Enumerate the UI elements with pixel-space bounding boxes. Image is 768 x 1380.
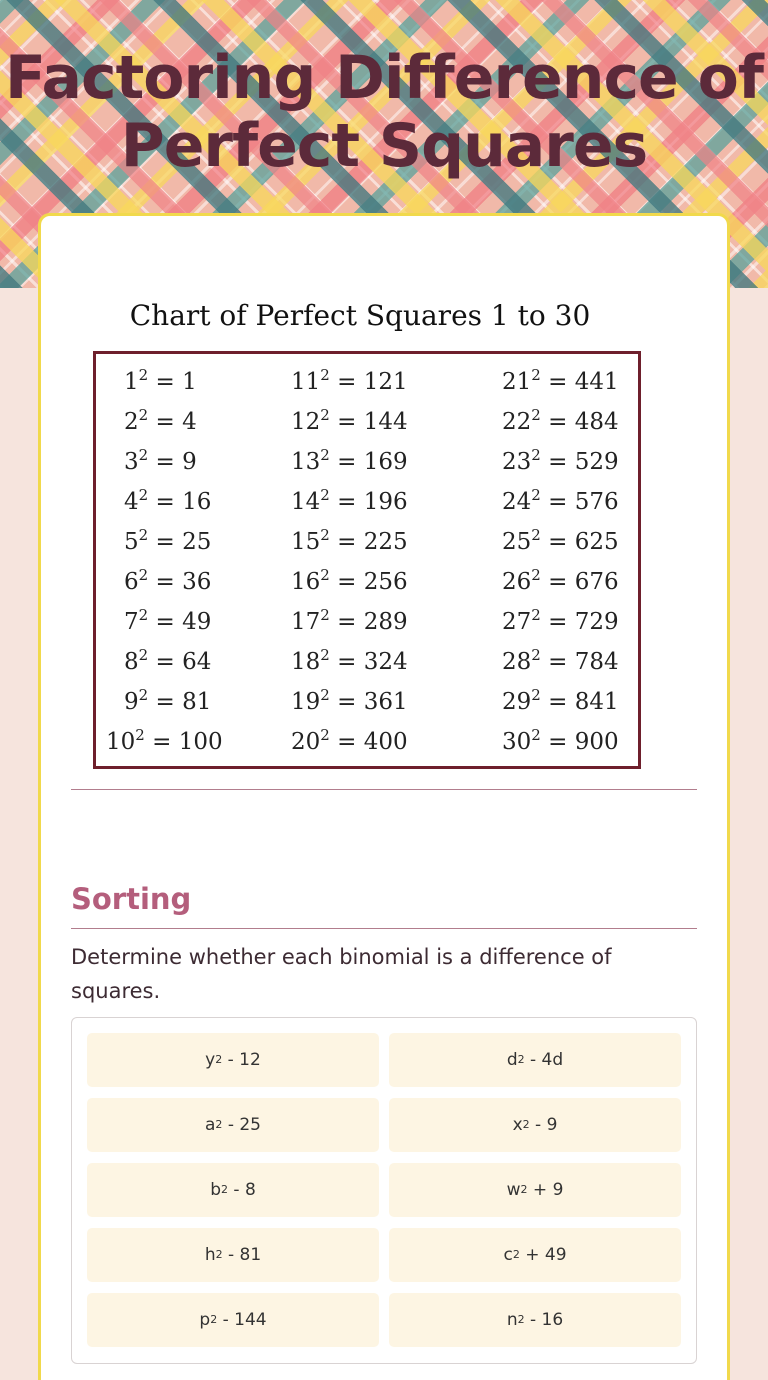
tile-remainder: - 144	[217, 1310, 267, 1330]
square-entry: $12^2 = 144$	[291, 406, 408, 435]
square-value: 729	[574, 609, 619, 635]
square-base: 2	[124, 409, 139, 435]
exponent: 2	[138, 486, 149, 504]
square-entry: $6^2 = 36$	[124, 566, 212, 595]
exponent: 2	[320, 526, 330, 544]
exponent: 2	[135, 726, 145, 744]
tile-remainder: - 9	[529, 1115, 558, 1135]
square-base: 6	[124, 569, 139, 595]
square-value: 900	[574, 729, 619, 755]
square-base: 29	[502, 689, 532, 715]
square-entry: $5^2 = 25$	[124, 526, 212, 555]
sort-tile[interactable]: h 2 - 81	[87, 1228, 379, 1282]
exponent: 2	[531, 486, 541, 504]
square-entry: $27^2 = 729$	[502, 606, 619, 635]
square-entry: $29^2 = 841$	[502, 686, 619, 715]
tile-variable: b	[210, 1180, 222, 1200]
square-entry: $22^2 = 484$	[502, 406, 619, 435]
square-entry: $3^2 = 9$	[124, 446, 197, 475]
square-value: 324	[363, 649, 408, 675]
sort-tile[interactable]: d 2 - 4d	[389, 1033, 681, 1087]
square-entry: $14^2 = 196$	[291, 486, 408, 515]
sort-tile[interactable]: a 2 - 25	[87, 1098, 379, 1152]
square-base: 13	[291, 449, 321, 475]
tile-remainder: - 16	[524, 1310, 564, 1330]
square-base: 28	[502, 649, 532, 675]
square-base: 5	[124, 529, 139, 555]
square-value: 64	[182, 649, 212, 675]
square-value: 625	[574, 529, 619, 555]
divider	[71, 789, 697, 790]
square-base: 3	[124, 449, 139, 475]
exponent: 2	[531, 566, 541, 584]
tile-variable: a	[205, 1115, 216, 1135]
square-base: 19	[291, 689, 321, 715]
square-base: 23	[502, 449, 532, 475]
tile-remainder: - 25	[222, 1115, 261, 1135]
exponent: 2	[138, 526, 149, 544]
chart-column-2	[291, 362, 451, 762]
exponent: 2	[531, 446, 541, 464]
exponent: 2	[320, 606, 330, 624]
square-entry: $8^2 = 64$	[124, 646, 212, 675]
exponent: 2	[531, 606, 541, 624]
square-value: 529	[574, 449, 619, 475]
square-entry: $4^2 = 16$	[124, 486, 212, 515]
tile-remainder: + 49	[519, 1245, 567, 1265]
square-value: 81	[182, 689, 212, 715]
square-entry: $17^2 = 289$	[291, 606, 408, 635]
square-base: 1	[124, 369, 139, 395]
square-value: 169	[363, 449, 408, 475]
square-value: 400	[363, 729, 408, 755]
exponent: 2	[320, 686, 330, 704]
square-base: 14	[291, 489, 321, 515]
exponent: 2	[531, 526, 541, 544]
exponent: 2	[138, 366, 149, 384]
exponent: 2	[320, 646, 330, 664]
sort-tile[interactable]: p 2 - 144	[87, 1293, 379, 1347]
square-entry: $19^2 = 361$	[291, 686, 408, 715]
exponent: 2	[531, 686, 541, 704]
exponent: 2	[320, 406, 330, 424]
square-value: 1	[182, 369, 197, 395]
exponent: 2	[320, 446, 330, 464]
square-value: 784	[574, 649, 619, 675]
exponent: 2	[138, 606, 149, 624]
exponent: 2	[320, 366, 330, 384]
square-value: 289	[363, 609, 408, 635]
section-underline	[71, 928, 697, 929]
exponent: 2	[320, 726, 330, 744]
exponent: 2	[531, 406, 541, 424]
square-value: 9	[182, 449, 197, 475]
square-entry: $16^2 = 256$	[291, 566, 408, 595]
square-base: 8	[124, 649, 139, 675]
square-value: 49	[182, 609, 212, 635]
exponent: 2	[531, 366, 541, 384]
square-base: 21	[502, 369, 532, 395]
section-title-sorting: Sorting	[71, 882, 192, 916]
square-entry: $28^2 = 784$	[502, 646, 619, 675]
square-value: 576	[574, 489, 619, 515]
sort-tile[interactable]: n 2 - 16	[389, 1293, 681, 1347]
tile-remainder: - 4d	[524, 1050, 564, 1070]
square-entry: $26^2 = 676$	[502, 566, 619, 595]
exponent: 2	[138, 686, 149, 704]
tile-variable: c	[503, 1245, 513, 1265]
exponent: 2	[320, 566, 330, 584]
square-value: 36	[182, 569, 212, 595]
page-title: Factoring Difference of Perfect Squares	[5, 43, 763, 181]
square-value: 225	[363, 529, 408, 555]
tile-variable: h	[204, 1245, 216, 1265]
sort-tile[interactable]: x 2 - 9	[389, 1098, 681, 1152]
tile-variable: y	[205, 1050, 216, 1070]
tile-remainder: - 8	[228, 1180, 256, 1200]
square-base: 4	[124, 489, 139, 515]
sorting-area[interactable]	[71, 1017, 697, 1364]
square-base: 25	[502, 529, 532, 555]
square-value: 4	[182, 409, 197, 435]
exponent: 2	[138, 446, 149, 464]
square-entry: $10^2 = 100$	[106, 726, 223, 755]
tile-remainder: - 81	[222, 1245, 262, 1265]
square-entry: $11^2 = 121$	[291, 366, 408, 395]
perfect-squares-chart-image	[92, 293, 648, 773]
chart-column-1	[106, 362, 246, 762]
square-base: 22	[502, 409, 532, 435]
tile-variable: w	[506, 1180, 521, 1200]
square-base: 30	[502, 729, 532, 755]
sort-tile[interactable]: b 2 - 8	[87, 1163, 379, 1217]
sort-tile[interactable]: w 2 + 9	[389, 1163, 681, 1217]
square-entry: $7^2 = 49$	[124, 606, 212, 635]
square-entry: $24^2 = 576$	[502, 486, 619, 515]
sort-tile[interactable]: c 2 + 49	[389, 1228, 681, 1282]
square-value: 361	[363, 689, 408, 715]
square-entry: $25^2 = 625$	[502, 526, 619, 555]
square-value: 100	[178, 729, 223, 755]
exponent: 2	[531, 726, 541, 744]
chart-border	[93, 351, 641, 769]
square-value: 16	[182, 489, 212, 515]
square-base: 11	[291, 369, 321, 395]
square-value: 121	[363, 369, 408, 395]
tile-remainder: - 12	[222, 1050, 261, 1070]
square-base: 16	[291, 569, 321, 595]
square-base: 26	[502, 569, 532, 595]
tile-variable: p	[199, 1310, 211, 1330]
exponent: 2	[138, 646, 149, 664]
square-entry: $2^2 = 4$	[124, 406, 197, 435]
square-value: 484	[574, 409, 619, 435]
tile-variable: d	[506, 1050, 518, 1070]
exponent: 2	[138, 406, 149, 424]
square-value: 144	[363, 409, 408, 435]
square-value: 676	[574, 569, 619, 595]
square-entry: $1^2 = 1$	[124, 366, 197, 395]
chart-title: Chart of Perfect Squares 1 to 30	[129, 299, 591, 332]
square-entry: $18^2 = 324$	[291, 646, 408, 675]
sort-tile[interactable]: y 2 - 12	[87, 1033, 379, 1087]
square-entry: $15^2 = 225$	[291, 526, 408, 555]
square-base: 20	[291, 729, 321, 755]
square-entry: $13^2 = 169$	[291, 446, 408, 475]
square-base: 18	[291, 649, 321, 675]
square-base: 12	[291, 409, 321, 435]
square-base: 7	[124, 609, 139, 635]
sorting-instructions: Determine whether each binomial is a difference of squares.	[71, 945, 612, 1003]
square-entry: $20^2 = 400$	[291, 726, 408, 755]
square-base: 27	[502, 609, 532, 635]
square-value: 441	[574, 369, 619, 395]
square-base: 24	[502, 489, 532, 515]
square-value: 25	[182, 529, 212, 555]
exponent: 2	[320, 486, 330, 504]
square-entry: $21^2 = 441$	[502, 366, 619, 395]
square-entry: $9^2 = 81$	[124, 686, 212, 715]
tile-variable: n	[506, 1310, 518, 1330]
square-base: 10	[106, 729, 136, 755]
square-value: 196	[363, 489, 408, 515]
square-base: 17	[291, 609, 321, 635]
chart-column-3	[502, 362, 642, 762]
square-entry: $23^2 = 529$	[502, 446, 619, 475]
exponent: 2	[138, 566, 149, 584]
square-entry: $30^2 = 900$	[502, 726, 619, 755]
square-value: 841	[574, 689, 619, 715]
square-base: 15	[291, 529, 321, 555]
tile-remainder: + 9	[527, 1180, 564, 1200]
tile-variable: x	[512, 1115, 523, 1135]
square-value: 256	[363, 569, 408, 595]
square-base: 9	[124, 689, 139, 715]
exponent: 2	[531, 646, 541, 664]
